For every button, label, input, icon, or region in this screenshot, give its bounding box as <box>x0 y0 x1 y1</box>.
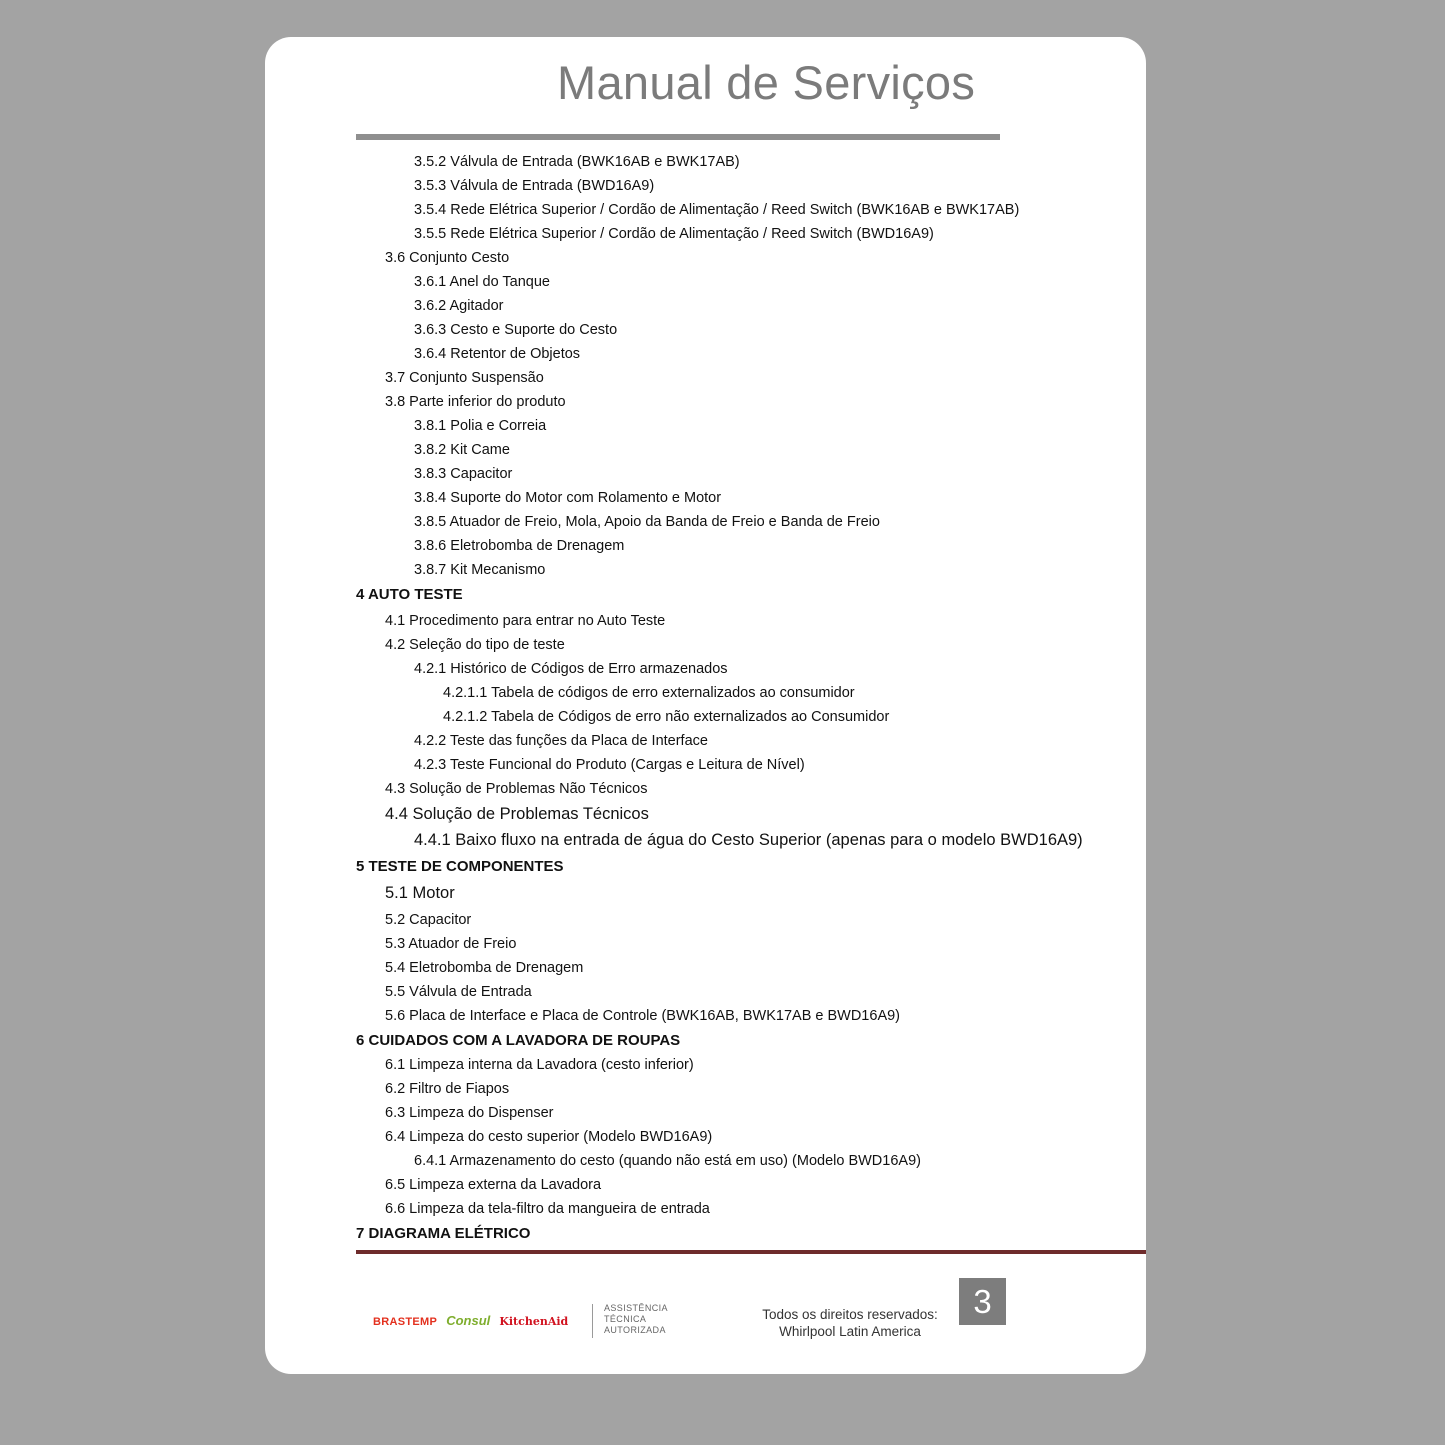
brand-separator <box>592 1304 593 1338</box>
toc-entry: 4.2.1.1 Tabela de códigos de erro externalizados ao consumidor <box>443 685 855 701</box>
toc-entry: 3.5.3 Válvula de Entrada (BWD16A9) <box>414 178 655 194</box>
toc-entry: 5.6 Placa de Interface e Placa de Controle (BWK16AB, BWK17AB e BWD16A9) <box>385 1008 901 1024</box>
toc-entry: 3.6.3 Cesto e Suporte do Cesto <box>414 322 618 338</box>
consul-logo: Consul <box>446 1313 491 1328</box>
toc-entry: 6.3 Limpeza do Dispenser <box>385 1105 554 1121</box>
toc-entry: 3.5.4 Rede Elétrica Superior / Cordão de Alimentação / Reed Switch (BWK16AB e BWK17AB) <box>414 202 1020 218</box>
toc-entry: 6.4 Limpeza do cesto superior (Modelo BWD16A9) <box>385 1129 713 1145</box>
assist-line: TÉCNICA <box>604 1314 647 1324</box>
toc-entry: 3.8 Parte inferior do produto <box>385 394 566 410</box>
toc-entry: 3.5.2 Válvula de Entrada (BWK16AB e BWK17AB) <box>414 154 740 170</box>
assist-line: AUTORIZADA <box>604 1325 666 1335</box>
footer-divider <box>356 1250 1146 1254</box>
toc-entry: 4.2.2 Teste das funções da Placa de Interface <box>414 733 708 749</box>
page-number: 3 <box>959 1278 1006 1325</box>
assist-line: ASSISTÊNCIA <box>604 1303 668 1313</box>
page-title: Manual de Serviços <box>557 56 976 109</box>
brastemp-logo: BRASTEMP <box>373 1316 438 1328</box>
toc-entry: 5.4 Eletrobomba de Drenagem <box>385 960 584 976</box>
toc-entry: 6 CUIDADOS COM A LAVADORA DE ROUPAS <box>356 1032 681 1049</box>
brand-logos <box>373 1313 568 1328</box>
toc-entry: 4.3 Solução de Problemas Não Técnicos <box>385 781 648 797</box>
toc-entry: 3.6.2 Agitador <box>414 298 504 314</box>
header-divider <box>356 134 1000 140</box>
toc-entry: 3.8.7 Kit Mecanismo <box>414 562 546 578</box>
toc-entry: 3.8.5 Atuador de Freio, Mola, Apoio da Banda de Freio e Banda de Freio <box>414 514 880 530</box>
toc-entry: 4.2.1 Histórico de Códigos de Erro armazenados <box>414 661 728 677</box>
toc-entry: 3.8.2 Kit Came <box>414 442 510 458</box>
toc-entry: 3.6 Conjunto Cesto <box>385 250 510 266</box>
toc-entry: 3.6.1 Anel do Tanque <box>414 274 550 290</box>
toc-entry: 4 AUTO TESTE <box>356 586 463 603</box>
toc-entry: 6.5 Limpeza externa da Lavadora <box>385 1177 602 1193</box>
toc-entry: 3.5.5 Rede Elétrica Superior / Cordão de Alimentação / Reed Switch (BWD16A9) <box>414 226 934 242</box>
kitchenaid-logo: KitchenAid <box>499 1315 569 1328</box>
toc-entry: 5.2 Capacitor <box>385 912 472 928</box>
toc-entry: 4.2.3 Teste Funcional do Produto (Cargas e Leitura de Nível) <box>414 757 805 773</box>
toc-entry: 6.2 Filtro de Fiapos <box>385 1081 510 1097</box>
toc-entry: 3.6.4 Retentor de Objetos <box>414 346 581 362</box>
toc-entry: 6.4.1 Armazenamento do cesto (quando não está em uso) (Modelo BWD16A9) <box>414 1153 921 1169</box>
toc-entry: 4.4.1 Baixo fluxo na entrada de água do Cesto Superior (apenas para o modelo BWD16A9) <box>414 831 1083 849</box>
toc-entry: 3.8.6 Eletrobomba de Drenagem <box>414 538 625 554</box>
copyright-notice <box>751 1306 949 1340</box>
copyright-line-2: Whirlpool Latin America <box>779 1324 921 1339</box>
copyright-line-1: Todos os direitos reservados: <box>762 1307 938 1322</box>
toc-entry: 4.2 Seleção do tipo de teste <box>385 637 565 653</box>
toc-entry: 3.7 Conjunto Suspensão <box>385 370 544 386</box>
manual-page <box>265 37 1146 1374</box>
assistencia-tecnica-label <box>604 1303 668 1336</box>
toc-entry: 5.5 Válvula de Entrada <box>385 984 532 1000</box>
toc-entry: 4.4 Solução de Problemas Técnicos <box>385 805 649 823</box>
toc-entry: 6.1 Limpeza interna da Lavadora (cesto inferior) <box>385 1057 694 1073</box>
toc-entry: 3.8.4 Suporte do Motor com Rolamento e Motor <box>414 490 722 506</box>
toc-entry: 5 TESTE DE COMPONENTES <box>356 858 564 875</box>
toc-entry: 4.1 Procedimento para entrar no Auto Teste <box>385 613 666 629</box>
toc-entry: 5.1 Motor <box>385 884 455 902</box>
toc-entry: 4.2.1.2 Tabela de Códigos de erro não externalizados ao Consumidor <box>443 709 890 725</box>
toc-entry: 3.8.3 Capacitor <box>414 466 513 482</box>
toc-entry: 3.8.1 Polia e Correia <box>414 418 547 434</box>
toc-entry: 7 DIAGRAMA ELÉTRICO <box>356 1225 531 1242</box>
toc-entry: 6.6 Limpeza da tela-filtro da mangueira de entrada <box>385 1201 710 1217</box>
toc-entry: 5.3 Atuador de Freio <box>385 936 517 952</box>
